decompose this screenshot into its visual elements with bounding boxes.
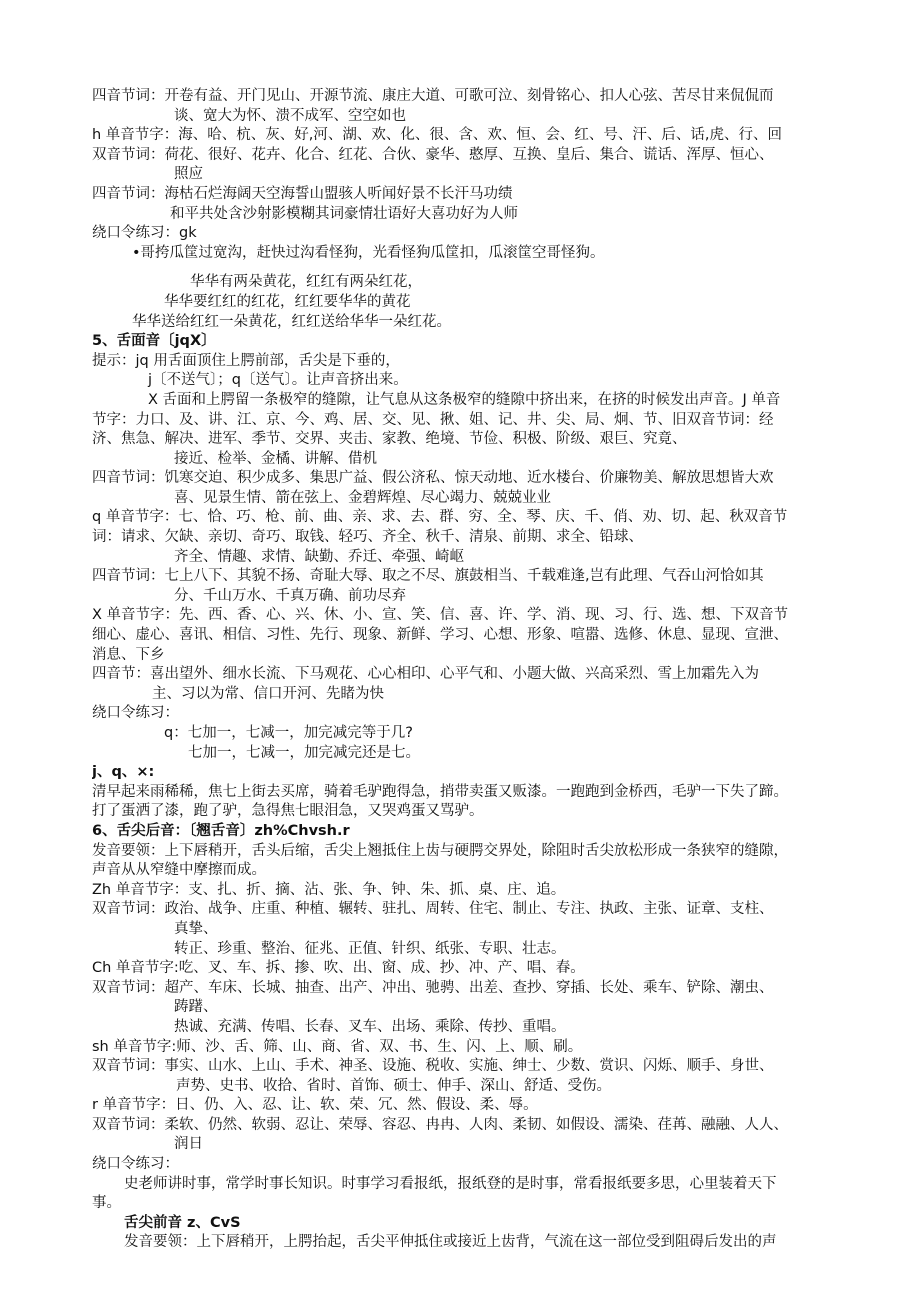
text-line: 和平共处含沙射影模糊其词豪情壮语好大喜功好为人师 (170, 205, 518, 222)
text-line: 转正、珍重、整治、征兆、正值、针织、纸张、专职、壮志。 (174, 940, 566, 957)
text-line: 节字：力口、及、讲、江、京、今、鸡、居、交、见、揪、姐、记、井、尖、局、炯、节、旧双音节词：经 (92, 411, 774, 428)
text-line: 润日 (174, 1136, 203, 1153)
text-line: 真挚、 (174, 920, 218, 937)
text-line: 热诚、充满、传唱、长春、叉车、出场、乘除、传抄、重唱。 (174, 1018, 566, 1035)
text-line: 四音节词：七上八下、其貌不扬、奇耻大辱、取之不尽、旗鼓相当、千载难逢,岂有此理、气吞山河恰如其 (92, 568, 764, 585)
text-line: 济、焦急、解决、进军、季节、交界、夹击、家教、绝境、节俭、积极、阶级、艰巨、究竟、 (92, 431, 687, 448)
text-line: 清早起来雨稀稀，焦七上街去买席，骑着毛驴跑得急，捎带卖蛋又贩漆。一跑跑到金桥西，毛驴一下失了蹄。 (92, 783, 788, 800)
text-line: 照应 (174, 166, 203, 183)
text-line: 双音节词：柔软、仍然、软弱、忍让、荣辱、容忍、冉冉、人肉、柔韧、如假设、濡染、荏苒、融融、人人、 (92, 1116, 788, 1133)
text-line: 四音节词：海枯石烂海阔天空海誓山盟骇人听闻好景不长汗马功绩 (92, 185, 513, 202)
text-line: 分、千山万水、千真万确、前功尽弃 (174, 587, 406, 604)
text-line: 细心、虚心、喜讯、相信、习性、先行、现象、新鲜、学习、心想、形象、喧嚣、选修、休息、显现、宣泄、 (92, 627, 788, 644)
spacer (92, 263, 840, 273)
text-line: 绕口令练习： (92, 1156, 179, 1173)
section-heading: 5、舌面音〔jqX〕 (92, 333, 216, 350)
text-line: 华华有两朵黄花，红红有两朵红花， (190, 274, 422, 291)
text-line: 双音节词：政治、战争、庄重、种植、辗转、驻扎、周转、住宅、制止、专注、执政、主张、证章、支柱、 (92, 901, 774, 918)
text-line: 华华要红红的红花，红红要华华的黄花 (164, 293, 411, 310)
text-line: q 单音节字：七、恰、巧、枪、前、曲、亲、求、去、群、穷、全、琴、庆、千、俏、劝、切、起、秋双音节 (92, 509, 788, 526)
text-line: 双音节词：事实、山水、上山、手术、神圣、设施、税收、实施、绅士、少数、赏识、闪烁、顺手、身世、 (92, 1058, 774, 1075)
text-line: •哥挎瓜筐过宽沟，赶快过沟看怪狗，光看怪狗瓜筐扣，瓜滚筐空哥怪狗。 (132, 244, 605, 261)
text-line: 四音节：喜出望外、细水长流、下马观花、心心相印、心平气和、小题大做、兴高采烈、雪上加霜先入为 (92, 666, 759, 683)
text-line: 四音节词：开卷有益、开门见山、开源节流、康庄大道、可歌可泣、刻骨铭心、扣人心弦、苦尽甘来侃侃而 (92, 88, 774, 104)
text-line: j〔不送气〕；q〔送气〕。让声音挤出来。 (148, 372, 408, 389)
text-line: q：七加一，七减一，加完减完等于几? (164, 725, 413, 741)
text-line: 事。 (92, 1195, 121, 1212)
text-line: 声势、史书、收拾、省时、首饰、硕士、伸手、深山、舒适、受伤。 (176, 1077, 611, 1094)
text-line: 谈、宽大为怀、溃不成军、空空如也 (174, 107, 406, 124)
text-line: 绕口令练习：gk (92, 225, 197, 242)
text-line: 打了蛋洒了漆，跑了驴，急得焦七眼泪急，又哭鸡蛋又骂驴。 (92, 803, 484, 820)
text-line: X 单音节字：先、西、香、心、兴、休、小、宣、笑、信、喜、许、学、消、现、习、行、选、想、下双音节 (92, 607, 789, 624)
text-line: 发音要领：上下唇稍开，上腭抬起，舌尖平伸抵住或接近上齿背，气流在这一部位受到阻碍后发出的声 (124, 1234, 777, 1251)
text-line: 双音节词：荷花、很好、花卉、化合、红花、合伙、豪华、憨厚、互换、皇后、集合、谎话、浑厚、恒心、 (92, 146, 774, 163)
document-body (92, 87, 840, 1253)
text-line: Ch 单音节字:吃、叉、车、拆、掺、吹、出、窗、成、抄、冲、产、唱、春。 (92, 960, 585, 977)
text-line: j、q、×: (92, 764, 155, 781)
text-line: 七加一，七减一，加完减完还是七。 (188, 744, 420, 761)
text-line: 史老师讲时事，常学时事长知识。时事学习看报纸，报纸登的是时事，常看报纸要多思，心里装着天下 (124, 1175, 777, 1192)
text-line: 消息、下乡 (92, 646, 165, 663)
text-line: 双音节词：超产、车床、长城、抽查、出产、冲出、驰骋、出差、查抄、穿插、长处、乘车、铲除、潮虫、 (92, 979, 774, 996)
text-line: 华华送给红红一朵黄花，红红送给华华一朵红花。 (132, 313, 451, 330)
text-line: 发音要领：上下唇稍开，舌头后缩，舌尖上翘抵住上齿与硬腭交界处，除阻时舌尖放松形成一条狭窄的缝隙， (92, 842, 788, 859)
text-line: Zh 单音节字：支、扎、折、摘、沾、张、争、钟、朱、抓、桌、庄、追。 (92, 881, 566, 898)
text-line: 词：请求、欠缺、亲切、奇巧、取钱、轻巧、齐全、秋千、清泉、前期、求全、铅球、 (92, 529, 643, 546)
text-line: 主、习以为常、信口开河、先睹为快 (152, 685, 384, 702)
text-line: 齐全、情趣、求情、缺勤、乔迁、牵强、崎岖 (174, 548, 464, 565)
text-line: 四音节词：饥寒交迫、积少成多、集思广益、假公济私、惊天动地、近水楼台、价廉物美、解放思想皆大欢 (92, 470, 774, 487)
section-heading: 6、舌尖后音：〔翘舌音〕zh%Chvsh.r (92, 822, 350, 839)
text-line: 踌躇、 (174, 999, 218, 1016)
text-line: X 舌面和上腭留一条极窄的缝隙，让气息从这条极窄的缝隙中挤出来，在挤的时候发出声音。J 单音 (148, 391, 781, 408)
text-line: 绕口令练习： (92, 705, 179, 722)
text-line: 接近、检举、金橘、讲解、借机 (174, 450, 377, 467)
text-line: sh 单音节字:师、沙、舌、筛、山、商、省、双、书、生、闪、上、顺、刷。 (92, 1038, 583, 1055)
section-heading: 舌尖前音 z、CvS (124, 1214, 241, 1231)
text-line: 喜、见景生情、箭在弦上、金碧辉煌、尽心竭力、兢兢业业 (174, 489, 551, 506)
text-line: r 单音节字：日、仍、入、忍、让、软、荣、冗、然、假设、柔、辱。 (92, 1097, 538, 1114)
text-line: 声音从从窄缝中摩擦而成。 (92, 862, 266, 879)
text-line: h 单音节字：海、哈、杭、灰、好,河、湖、欢、化、很、含、欢、恒、会、红、号、汗、后、话,虎、行、回 (92, 127, 783, 144)
text-line: 提示：jq 用舌面顶住上腭前部，舌尖是下垂的， (92, 352, 400, 369)
